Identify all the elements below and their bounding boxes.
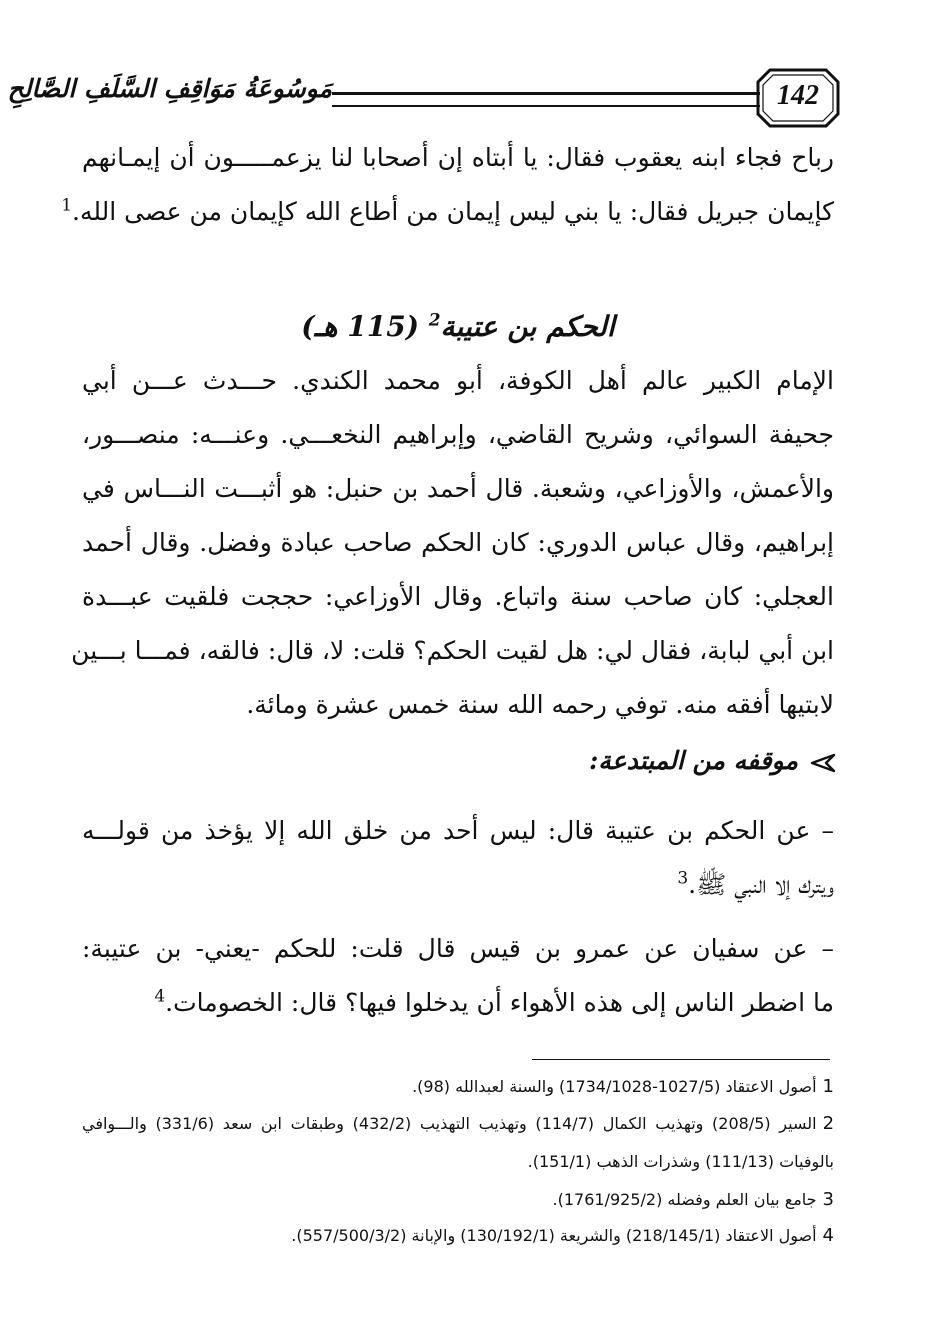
bio-line: إبراهيم، وقال عباس الدوري: كان الحكم صاحب عبادة وفضل. وقال أحمد: [82, 528, 834, 557]
bio-line: والأعمش، والأوزاعي، وشعبة. قال أحمد بن حنبل: هو أثبـــت النـــاس في: [82, 474, 834, 503]
intro-line-1: رباح فجاء ابنه يعقوب فقال: يا أبتاه إن أصحابا لنا يزعمـــــون أن إيمـانهم: [82, 143, 834, 172]
quote-1-line-2: [82, 858, 834, 912]
footnote-ref-1: 1: [61, 195, 73, 216]
heading-name: الحكم بن عتيبة: [440, 310, 615, 343]
footnote-1: [82, 1073, 834, 1101]
arrowhead-icon: [808, 753, 836, 773]
quote-2-line-2: [82, 976, 834, 1030]
section-heading: [82, 300, 834, 354]
footnote-number: 4: [822, 1225, 834, 1246]
quote-1-line-1: – عن الحكم بن عتيبة قال: ليس أحد من خلق الله إلا يؤخذ من قولـــه: [82, 816, 834, 845]
heading-date: (115 هـ): [301, 310, 419, 343]
intro-line-2-text: كإيمان جبريل فقال: يا بني ليس إيمان من أطاع الله كإيمان من عصى الله.: [72, 197, 834, 226]
quote-2-line-2-text: ما اضطر الناس إلى هذه الأهواء أن يدخلوا فيها؟ قال: الخصومات.: [165, 988, 834, 1017]
bio-line: الإمام الكبير عالم أهل الكوفة، أبو محمد الكندي. حـــدث عـــن أبي: [82, 366, 834, 395]
quote-2-line-1: – عن سفيان عن عمرو بن قيس قال قلت: للحكم -يعني- بن عتيبة:: [82, 934, 834, 963]
book-title: مَوسُوعَةُ مَوَاقِفِ السَّلَفِ الصَّالِحِ: [7, 74, 332, 103]
page-number-badge: [756, 68, 840, 128]
page-number: 142: [777, 80, 819, 111]
footnote-4: [82, 1222, 834, 1250]
footnote-ref-2: 2: [428, 310, 441, 331]
footnote-ref-4: 4: [154, 986, 166, 1007]
footnote-number: 1: [822, 1076, 834, 1097]
footnote-text: أصول الاعتقاد (1027/5-1734/1028) والسنة لعبدالله (98).: [412, 1077, 817, 1096]
footnote-number: 3: [822, 1189, 834, 1210]
bio-line: العجلي: كان صاحب سنة واتباع. وقال الأوزاعي: حججت فلقيت عبـــدة: [82, 582, 834, 611]
footnote-2: [82, 1110, 834, 1138]
bio-line: ابن أبي لبابة، فقال لي: هل لقيت الحكم؟ قلت: لا، قال: فالقه، فمـــا بـــين: [71, 636, 834, 665]
footnote-number: 2: [822, 1113, 835, 1134]
intro-line-2: [61, 185, 834, 239]
bio-line: لابتيها أفقه منه. توفي رحمه الله سنة خمس عشرة ومائة.: [246, 690, 834, 719]
footnote-text: السير (208/5) وتهذيب الكمال (114/7) وتهذيب التهذيب (432/2) وطبقات ابن سعد (331/6) والـــوافي: [82, 1114, 817, 1133]
footnote-text: جامع بيان العلم وفضله (1761/925/2).: [552, 1190, 817, 1209]
subheading-text: موقفه من المبتدعة:: [589, 746, 798, 775]
subheading: [589, 736, 836, 786]
bio-line: جحيفة السوائي، وشريح القاضي، وإبراهيم النخعـــي. وعنـــه: منصـــور،: [82, 420, 834, 449]
quote-1-line-2-text: ويترك إلا النبي ﷺ.: [688, 870, 834, 899]
footnote-separator: [532, 1059, 830, 1060]
footnote-3: [82, 1186, 834, 1214]
footnote-text: أصول الاعتقاد (218/145/1) والشريعة (130/192/1) والإبانة (557/500/3/2).: [291, 1226, 817, 1245]
footnote-ref-3: 3: [677, 868, 689, 889]
header-rule: [332, 92, 760, 107]
page-header: [7, 68, 840, 130]
footnote-2-continued: بالوفيات (111/13) وشذرات الذهب (151/1).: [527, 1152, 834, 1171]
